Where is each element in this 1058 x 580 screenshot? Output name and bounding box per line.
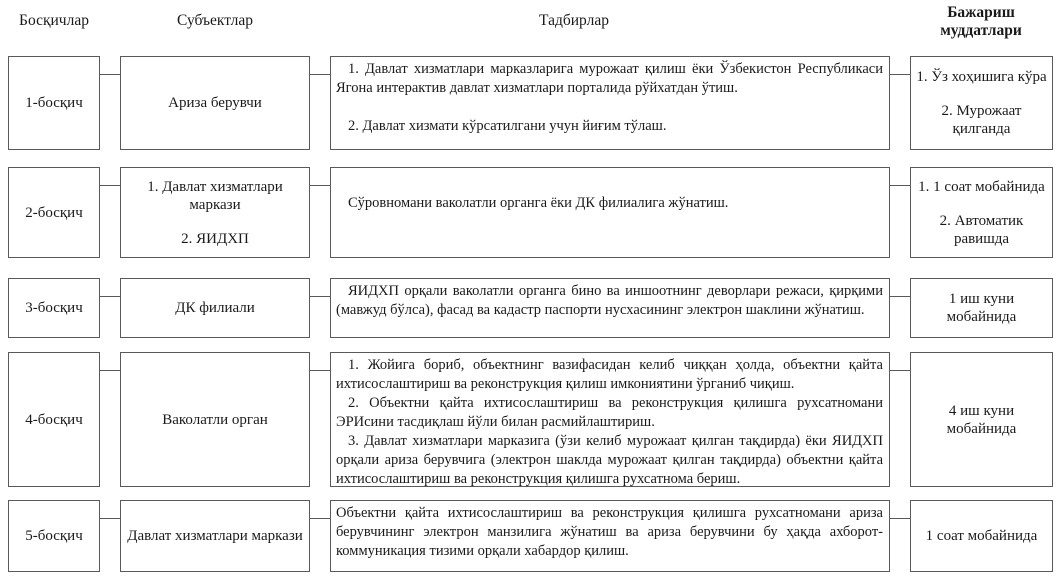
activities-box — [330, 167, 890, 258]
stage-label: 4-босқич — [25, 411, 83, 428]
subject-label: Ариза берувчи — [168, 95, 262, 111]
subject-box — [120, 500, 310, 572]
column-header-subjects: Субъектлар — [177, 12, 253, 29]
stage-label: 2-босқич — [25, 204, 83, 221]
stage-label: 1-босқич — [25, 95, 83, 111]
deadline-item: 1. 1 соат мобайнида — [918, 178, 1045, 195]
connector-line — [890, 185, 910, 186]
connector-line — [890, 370, 910, 371]
deadline-box — [910, 278, 1053, 338]
subject-label: 2. ЯИДХП — [181, 230, 249, 247]
deadline-box — [910, 500, 1053, 572]
deadline-item: 1 соат мобайнида — [925, 528, 1038, 544]
connector-line — [310, 74, 330, 75]
stage-label: 3-босқич — [25, 300, 83, 316]
activity-item: Объектни қайта ихтисослаштириш ва реконструкция қилишга рухсатномани ариза берувчининг электрон манзилига жўнатиш ва ариза берувчини бу ҳақда ахборот-коммуникация тизими орқали хабардор қилиш. — [336, 505, 883, 559]
subject-box — [120, 352, 310, 487]
connector-line — [100, 185, 120, 186]
connector-line — [890, 74, 910, 75]
column-header-activities: Тадбирлар — [539, 12, 609, 29]
subject-box — [120, 56, 310, 150]
activity-item: 2. Объектни қайта ихтисослаштириш ва реконструкция қилишга рухсатномани ЭРИсини тасдиқлаш йўли билан расмийлаштириш. — [336, 395, 883, 430]
activities-box — [330, 352, 890, 487]
activity-item: 1. Жойига бориб, объектнинг вазифасидан келиб чиққан ҳолда, объектни қайта ихтисослаштириш ва реконструкция қилиш имкониятини ўрганиб чиқиш. — [336, 357, 883, 392]
activity-item: ЯИДХП орқали ваколатли органга бино ва иншоотнинг деворлари режаси, қирқими (мавжуд бўлса), фасад ва кадастр паспорти нусхасининг электрон шаклини жўнатиш. — [336, 283, 883, 318]
process-row-5 — [0, 500, 1058, 572]
deadline-item: 1. Ўз хоҳишига кўра — [916, 69, 1047, 85]
connector-line — [310, 185, 330, 186]
subject-label: 1. Давлат хизматлари маркази — [147, 178, 283, 213]
activity-item: 3. Давлат хизматлари марказига (ўзи келиб мурожаат қилган тақдирда) ёки ЯИДХП орқали ариза берувчига (электрон шаклда мурожаат қилган тақдирда) объектни қайта ихтисослаштириш ва реконструкция қилишга рухсатнома бериш. — [336, 433, 883, 487]
connector-line — [310, 296, 330, 297]
subject-label: Ваколатли орган — [162, 411, 268, 428]
connector-line — [100, 296, 120, 297]
stage-box — [8, 278, 100, 338]
stage-box — [8, 500, 100, 572]
column-header-stages: Босқичлар — [19, 12, 89, 29]
activities-box — [330, 278, 890, 338]
process-row-2 — [0, 167, 1058, 258]
deadline-box — [910, 167, 1053, 258]
deadline-item: 1 иш куни мобайнида — [946, 291, 1017, 325]
subject-label: Давлат хизматлари маркази — [127, 528, 303, 544]
activity-item: 2. Давлат хизмати кўрсатилгани учун йиғим тўлаш. — [348, 118, 667, 134]
deadline-item: 4 иш куни мобайнида — [946, 402, 1017, 437]
activity-item: 1. Давлат хизматлари марказларига мурожаат қилиш ёки Ўзбекистон Республикаси Ягона интерактив давлат хизматлари порталида рўйхатдан ўтиш. — [336, 61, 883, 96]
column-header-deadlines: Бажариш муддатлари — [940, 4, 1022, 39]
connector-line — [100, 74, 120, 75]
subject-label: ДК филиали — [175, 300, 255, 316]
connector-line — [890, 296, 910, 297]
deadline-item: 2. Мурожаат қилганда — [941, 103, 1022, 137]
connector-line — [310, 518, 330, 519]
deadline-box — [910, 352, 1053, 487]
subject-box — [120, 278, 310, 338]
connector-line — [100, 518, 120, 519]
connector-line — [100, 370, 120, 371]
connector-line — [310, 370, 330, 371]
subject-box — [120, 167, 310, 258]
stage-box — [8, 352, 100, 487]
activities-box — [330, 500, 890, 572]
connector-line — [890, 518, 910, 519]
activity-item: Сўровномани ваколатли органга ёки ДК филиалига жўнатиш. — [348, 195, 729, 211]
stage-box — [8, 167, 100, 258]
activities-box — [330, 56, 890, 150]
process-row-3 — [0, 278, 1058, 338]
deadline-item: 2. Автоматик равишда — [939, 212, 1024, 247]
process-row-1 — [0, 56, 1058, 150]
stage-label: 5-босқич — [25, 528, 83, 544]
process-row-4 — [0, 352, 1058, 487]
stage-box — [8, 56, 100, 150]
deadline-box — [910, 56, 1053, 150]
